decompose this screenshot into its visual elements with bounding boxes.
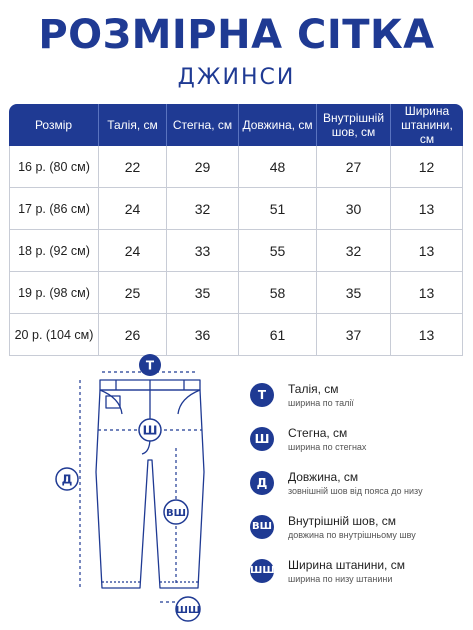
cell-length: 48: [239, 146, 317, 188]
col-header-leg-width: Ширина штанини, см: [391, 104, 463, 146]
page-subtitle: ДЖИНСИ: [177, 65, 296, 90]
marker-leg-width: [176, 597, 201, 621]
legend-title: Ширина штанини, см: [288, 558, 405, 572]
legend-symbol: Д: [250, 471, 274, 495]
marker-inseam: [164, 500, 188, 524]
cell-size: 20 р. (104 см): [9, 314, 99, 356]
cell-hips: 29: [167, 146, 239, 188]
marker-hips: [139, 419, 161, 441]
cell-leg-width: 13: [391, 230, 463, 272]
col-header-length: Довжина, см: [239, 104, 317, 146]
svg-text:Д: Д: [61, 472, 73, 487]
legend-desc: ширина по стегнах: [288, 442, 367, 452]
svg-text:Ш: Ш: [142, 423, 158, 438]
table-row: [9, 146, 463, 188]
cell-waist: 25: [99, 272, 167, 314]
cell-inseam: 27: [317, 146, 391, 188]
cell-inseam: 37: [317, 314, 391, 356]
cell-size: 16 р. (80 см): [9, 146, 99, 188]
table-row: [9, 188, 463, 230]
table-row: [9, 314, 463, 356]
svg-text:Т: Т: [145, 358, 155, 373]
legend-item-hips: [250, 426, 470, 470]
legend-title: Внутрішній шов, см: [288, 514, 397, 528]
legend-desc: зовнішній шов від пояса до низу: [288, 486, 423, 496]
cell-inseam: 35: [317, 272, 391, 314]
page-title: РОЗМІРНА СІТКА: [38, 12, 435, 58]
legend-desc: довжина по внутрішньому шву: [288, 530, 416, 540]
cell-waist: 24: [99, 188, 167, 230]
cell-leg-width: 13: [391, 188, 463, 230]
legend: [250, 382, 470, 602]
legend-symbol: ШШ: [250, 559, 274, 583]
jeans-outline-icon: [96, 380, 204, 588]
legend-item-leg-width: [250, 558, 470, 602]
cell-waist: 22: [99, 146, 167, 188]
legend-item-waist: [250, 382, 470, 426]
cell-hips: 35: [167, 272, 239, 314]
cell-waist: 26: [99, 314, 167, 356]
svg-text:ВШ: ВШ: [166, 508, 186, 519]
cell-hips: 36: [167, 314, 239, 356]
cell-hips: 32: [167, 188, 239, 230]
cell-leg-width: 13: [391, 314, 463, 356]
size-table: [9, 104, 463, 356]
cell-length: 51: [239, 188, 317, 230]
cell-waist: 24: [99, 230, 167, 272]
cell-size: 18 р. (92 см): [9, 230, 99, 272]
legend-symbol: Т: [250, 383, 274, 407]
cell-leg-width: 13: [391, 272, 463, 314]
table-header-row: [9, 104, 463, 146]
cell-inseam: 30: [317, 188, 391, 230]
jeans-diagram: [50, 352, 225, 624]
legend-symbol: Ш: [250, 427, 274, 451]
cell-length: 61: [239, 314, 317, 356]
marker-length: [56, 468, 78, 490]
legend-title: Стегна, см: [288, 426, 348, 440]
table-row: [9, 230, 463, 272]
legend-symbol: ВШ: [250, 515, 274, 539]
cell-length: 58: [239, 272, 317, 314]
marker-waist: [139, 354, 161, 376]
col-header-waist: Талія, см: [99, 104, 167, 146]
legend-item-inseam: [250, 514, 470, 558]
cell-size: 17 р. (86 см): [9, 188, 99, 230]
col-header-hips: Стегна, см: [167, 104, 239, 146]
cell-length: 55: [239, 230, 317, 272]
legend-title: Довжина, см: [288, 470, 359, 484]
cell-leg-width: 12: [391, 146, 463, 188]
legend-desc: ширина по талії: [288, 398, 354, 408]
col-header-size: Розмір: [9, 104, 99, 146]
legend-item-length: [250, 470, 470, 514]
cell-size: 19 р. (98 см): [9, 272, 99, 314]
col-header-inseam: Внутрішній шов, см: [317, 104, 391, 146]
cell-inseam: 32: [317, 230, 391, 272]
legend-title: Талія, см: [288, 382, 339, 396]
table-row: [9, 272, 463, 314]
svg-text:ШШ: ШШ: [175, 605, 201, 616]
legend-desc: ширина по низу штанини: [288, 574, 393, 584]
cell-hips: 33: [167, 230, 239, 272]
